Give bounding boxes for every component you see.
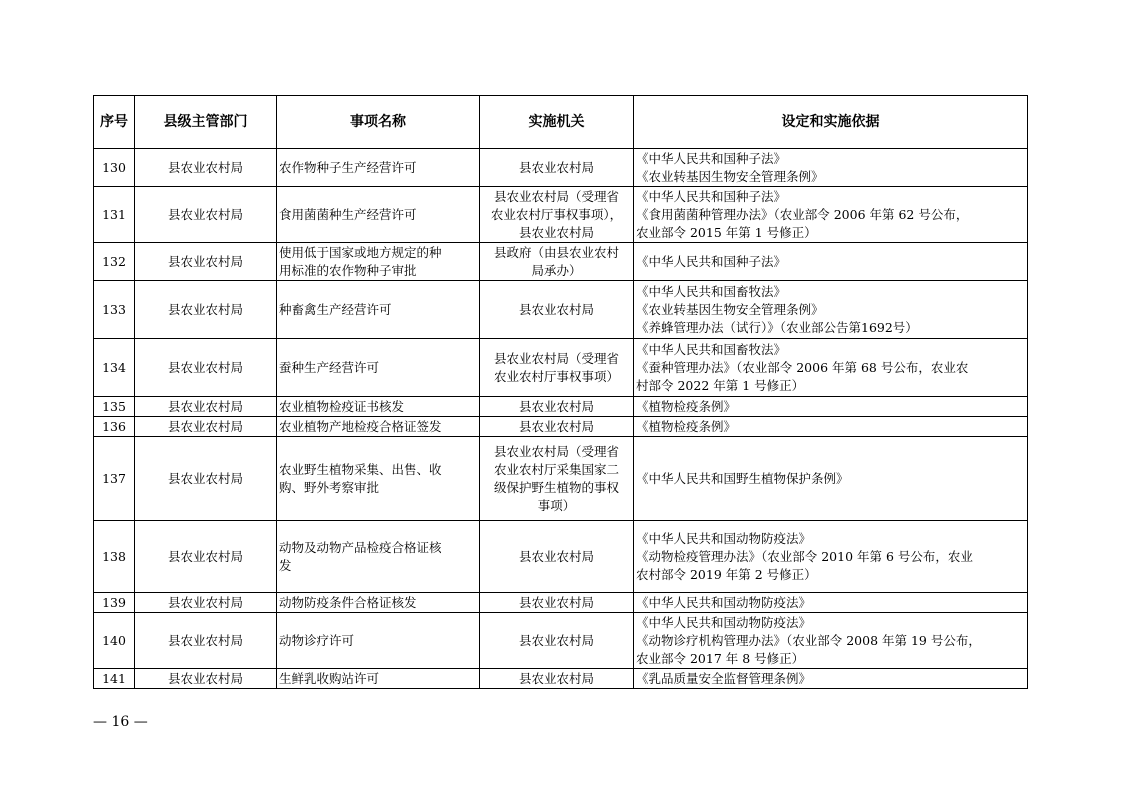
agency-line: 县农业农村局 bbox=[518, 670, 594, 686]
cell-item-name bbox=[277, 397, 480, 417]
cell-implementing-agency bbox=[480, 243, 634, 281]
legal-basis-line: 《中华人民共和国畜牧法》 bbox=[636, 283, 787, 299]
cell-serial-number: 137 bbox=[94, 437, 135, 521]
item-name-line: 蚕种生产经营许可 bbox=[279, 359, 380, 375]
agency-line: 级保护野生植物的事权 bbox=[493, 479, 619, 495]
cell-county-department: 县农业农村局 bbox=[135, 593, 277, 613]
cell-item-name bbox=[277, 243, 480, 281]
cell-item-name bbox=[277, 339, 480, 397]
legal-basis-line: 《中华人民共和国种子法》 bbox=[636, 188, 787, 204]
cell-county-department: 县农业农村局 bbox=[135, 187, 277, 243]
cell-legal-basis bbox=[634, 669, 1028, 689]
cell-legal-basis bbox=[634, 417, 1028, 437]
table-row bbox=[94, 613, 1028, 669]
table-row bbox=[94, 521, 1028, 593]
cell-item-name bbox=[277, 281, 480, 339]
item-name-line: 使用低于国家或地方规定的种 bbox=[279, 244, 442, 260]
agency-line: 县政府（由县农业农村 bbox=[493, 244, 619, 260]
cell-county-department: 县农业农村局 bbox=[135, 613, 277, 669]
legal-basis-line: 农业部令 2017 年 8 号修正） bbox=[636, 650, 805, 666]
cell-serial-number: 140 bbox=[94, 613, 135, 669]
header-serial-number: 序号 bbox=[94, 96, 135, 149]
cell-item-name bbox=[277, 593, 480, 613]
legal-basis-line: 《中华人民共和国畜牧法》 bbox=[636, 341, 787, 357]
legal-basis-line: 《中华人民共和国野生植物保护条例》 bbox=[636, 470, 849, 486]
agency-line: 县农业农村局 bbox=[518, 418, 594, 434]
table-row bbox=[94, 243, 1028, 281]
license-items-table bbox=[93, 95, 1028, 689]
cell-legal-basis bbox=[634, 243, 1028, 281]
cell-county-department: 县农业农村局 bbox=[135, 243, 277, 281]
legal-basis-line: 《农业转基因生物安全管理条例》 bbox=[636, 168, 824, 184]
cell-legal-basis bbox=[634, 397, 1028, 417]
legal-basis-line: 《中华人民共和国动物防疫法》 bbox=[636, 530, 812, 546]
table-row bbox=[94, 187, 1028, 243]
cell-item-name bbox=[277, 187, 480, 243]
cell-implementing-agency bbox=[480, 521, 634, 593]
table-row bbox=[94, 593, 1028, 613]
table-row bbox=[94, 339, 1028, 397]
agency-line: 县农业农村局（受理省 bbox=[493, 443, 619, 459]
legal-basis-line: 《蚕种管理办法》（农业部令 2006 年第 68 号公布，农业农 bbox=[636, 359, 969, 375]
table-row bbox=[94, 437, 1028, 521]
cell-implementing-agency bbox=[480, 339, 634, 397]
table-row bbox=[94, 669, 1028, 689]
agency-line: 县农业农村局（受理省 bbox=[493, 350, 619, 366]
cell-county-department: 县农业农村局 bbox=[135, 437, 277, 521]
agency-line: 县农业农村局 bbox=[518, 224, 594, 240]
agency-line: 县农业农村局 bbox=[518, 301, 594, 317]
item-name-line: 食用菌菌种生产经营许可 bbox=[279, 206, 417, 222]
item-name-line: 用标准的农作物种子审批 bbox=[279, 262, 417, 278]
cell-legal-basis bbox=[634, 339, 1028, 397]
cell-county-department: 县农业农村局 bbox=[135, 397, 277, 417]
cell-county-department: 县农业农村局 bbox=[135, 281, 277, 339]
legal-basis-line: 《养蜂管理办法（试行）》（农业部公告第1692号） bbox=[636, 319, 918, 335]
item-name-line: 农业野生植物采集、出售、收 bbox=[279, 461, 442, 477]
agency-line: 县农业农村局 bbox=[518, 159, 594, 175]
item-name-line: 动物防疫条件合格证核发 bbox=[279, 594, 417, 610]
table-row bbox=[94, 149, 1028, 187]
cell-county-department: 县农业农村局 bbox=[135, 149, 277, 187]
cell-county-department: 县农业农村局 bbox=[135, 339, 277, 397]
table-body bbox=[94, 149, 1028, 689]
cell-serial-number: 132 bbox=[94, 243, 135, 281]
agency-line: 县农业农村局 bbox=[518, 632, 594, 648]
cell-item-name bbox=[277, 521, 480, 593]
agency-line: 农业农村厅事权事项） bbox=[493, 368, 619, 384]
cell-legal-basis bbox=[634, 187, 1028, 243]
item-name-line: 动物诊疗许可 bbox=[279, 632, 355, 648]
cell-implementing-agency bbox=[480, 281, 634, 339]
cell-item-name bbox=[277, 613, 480, 669]
cell-implementing-agency bbox=[480, 593, 634, 613]
cell-implementing-agency bbox=[480, 417, 634, 437]
table-row bbox=[94, 417, 1028, 437]
header-legal-basis: 设定和实施依据 bbox=[634, 96, 1028, 149]
cell-implementing-agency bbox=[480, 613, 634, 669]
cell-legal-basis bbox=[634, 593, 1028, 613]
legal-basis-line: 《中华人民共和国种子法》 bbox=[636, 253, 787, 269]
cell-legal-basis bbox=[634, 281, 1028, 339]
agency-line: 县农业农村局（受理省 bbox=[493, 188, 619, 204]
header-implementing-agency: 实施机关 bbox=[480, 96, 634, 149]
legal-basis-line: 《中华人民共和国动物防疫法》 bbox=[636, 614, 812, 630]
cell-county-department: 县农业农村局 bbox=[135, 417, 277, 437]
legal-basis-line: 农村部令 2019 年第 2 号修正） bbox=[636, 566, 817, 582]
table-header-row bbox=[94, 96, 1028, 149]
legal-basis-line: 村部令 2022 年第 1 号修正） bbox=[636, 377, 805, 393]
cell-serial-number: 130 bbox=[94, 149, 135, 187]
item-name-line: 动物及动物产品检疫合格证核 bbox=[279, 539, 442, 555]
legal-basis-line: 《动物检疫管理办法》（农业部令 2010 年第 6 号公布，农业 bbox=[636, 548, 973, 564]
legal-basis-line: 农业部令 2015 年第 1 号修正） bbox=[636, 224, 817, 240]
agency-line: 县农业农村局 bbox=[518, 398, 594, 414]
legal-basis-line: 《乳品质量安全监督管理条例》 bbox=[636, 670, 812, 686]
cell-item-name bbox=[277, 417, 480, 437]
cell-implementing-agency bbox=[480, 669, 634, 689]
table-row bbox=[94, 397, 1028, 417]
agency-line: 农业农村厅采集国家二 bbox=[493, 461, 619, 477]
cell-implementing-agency bbox=[480, 187, 634, 243]
cell-item-name bbox=[277, 669, 480, 689]
cell-serial-number: 133 bbox=[94, 281, 135, 339]
legal-basis-line: 《食用菌菌种管理办法》（农业部令 2006 年第 62 号公布， bbox=[636, 206, 969, 222]
legal-basis-line: 《农业转基因生物安全管理条例》 bbox=[636, 301, 824, 317]
cell-serial-number: 141 bbox=[94, 669, 135, 689]
cell-serial-number: 135 bbox=[94, 397, 135, 417]
agency-line: 事项） bbox=[537, 497, 576, 513]
agency-line: 农业农村厅事权事项）， bbox=[490, 206, 623, 222]
cell-serial-number: 139 bbox=[94, 593, 135, 613]
cell-serial-number: 134 bbox=[94, 339, 135, 397]
cell-serial-number: 131 bbox=[94, 187, 135, 243]
cell-serial-number: 136 bbox=[94, 417, 135, 437]
cell-legal-basis bbox=[634, 613, 1028, 669]
agency-line: 县农业农村局 bbox=[518, 548, 594, 564]
legal-basis-line: 《植物检疫条例》 bbox=[636, 398, 737, 414]
cell-county-department: 县农业农村局 bbox=[135, 521, 277, 593]
cell-item-name bbox=[277, 437, 480, 521]
cell-implementing-agency bbox=[480, 397, 634, 417]
cell-county-department: 县农业农村局 bbox=[135, 669, 277, 689]
cell-legal-basis bbox=[634, 149, 1028, 187]
agency-line: 县农业农村局 bbox=[518, 594, 594, 610]
header-county-department: 县级主管部门 bbox=[135, 96, 277, 149]
agency-line: 局承办） bbox=[531, 262, 582, 278]
item-name-line: 种畜禽生产经营许可 bbox=[279, 301, 392, 317]
item-name-line: 农作物种子生产经营许可 bbox=[279, 159, 417, 175]
item-name-line: 农业植物检疫证书核发 bbox=[279, 398, 405, 414]
legal-basis-line: 《植物检疫条例》 bbox=[636, 418, 737, 434]
legal-basis-line: 《中华人民共和国动物防疫法》 bbox=[636, 594, 812, 610]
item-name-line: 农业植物产地检疫合格证签发 bbox=[279, 418, 442, 434]
cell-serial-number: 138 bbox=[94, 521, 135, 593]
item-name-line: 生鲜乳收购站许可 bbox=[279, 670, 380, 686]
legal-basis-line: 《动物诊疗机构管理办法》（农业部令 2008 年第 19 号公布， bbox=[636, 632, 981, 648]
cell-legal-basis bbox=[634, 437, 1028, 521]
item-name-line: 发 bbox=[279, 557, 292, 573]
header-item-name: 事项名称 bbox=[277, 96, 480, 149]
page-number: — 16 — bbox=[93, 714, 148, 730]
cell-implementing-agency bbox=[480, 437, 634, 521]
cell-implementing-agency bbox=[480, 149, 634, 187]
cell-item-name bbox=[277, 149, 480, 187]
cell-legal-basis bbox=[634, 521, 1028, 593]
table-row bbox=[94, 281, 1028, 339]
legal-basis-line: 《中华人民共和国种子法》 bbox=[636, 150, 787, 166]
item-name-line: 购、野外考察审批 bbox=[279, 479, 380, 495]
